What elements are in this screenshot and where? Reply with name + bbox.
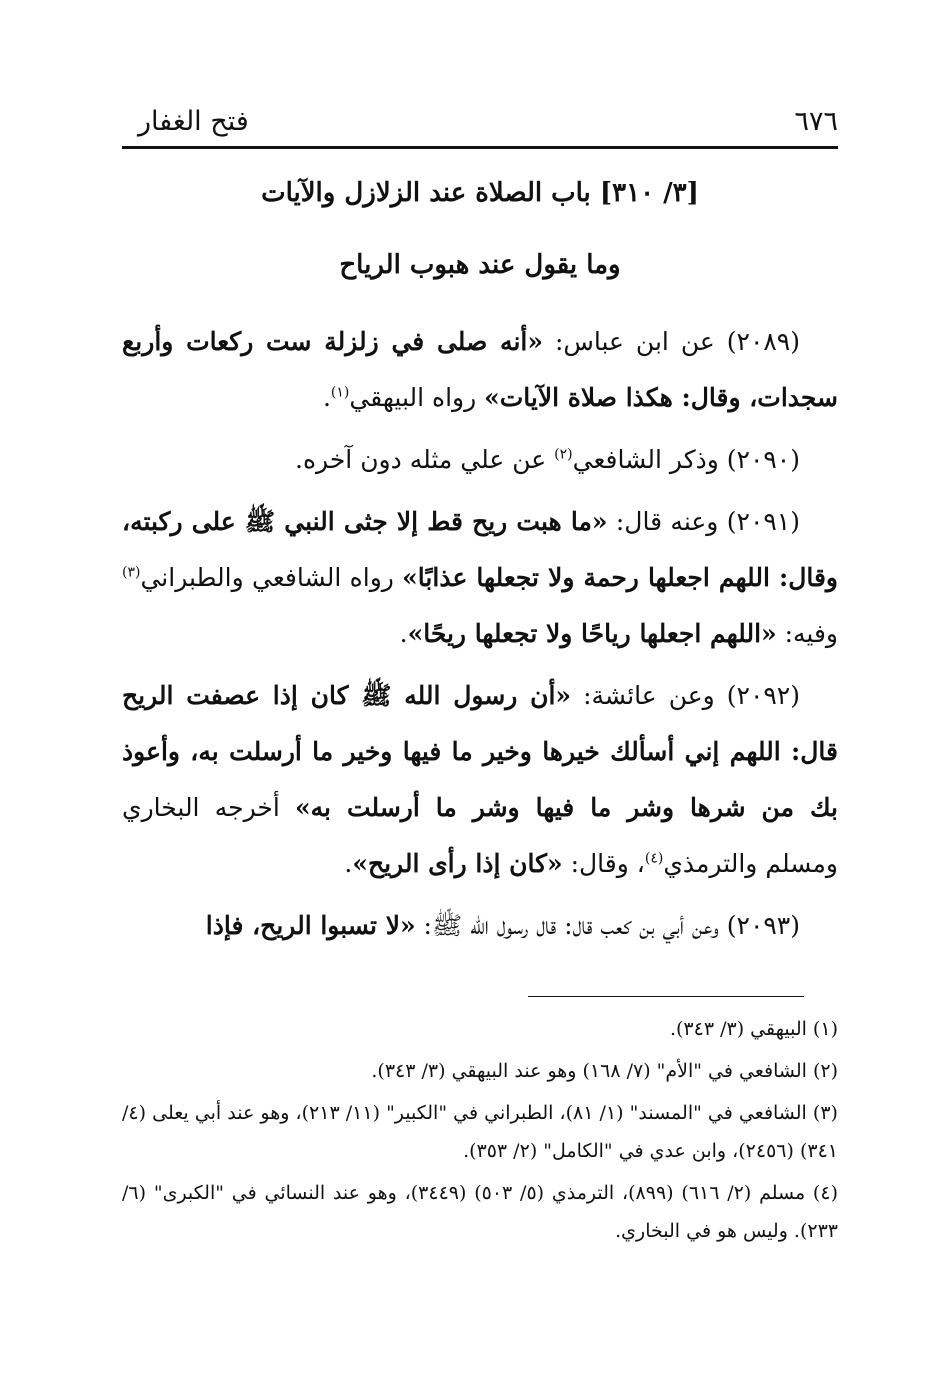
footnote-item: (٢) الشافعي في "الأم" (٧/ ١٦٨) وهو عند البيهقي (٣/ ٣٤٣).	[371, 1060, 838, 1082]
page-header	[122, 100, 838, 142]
hadith-quote: «أنه صلى في زلزلة ست ركعات وأربع سجدات، وقال: هكذا صلاة الآيات»	[122, 327, 838, 412]
hadith-paragraph: (٢٠٩٠) وذكر الشافعي$^{(٢)}$ عن علي مثله دون آخره.	[295, 445, 800, 474]
footnote-ref: (٣)	[122, 564, 141, 581]
header-divider	[122, 146, 838, 149]
hadith-paragraph: (٢٠٩١) وعنه قال: «ما هبت ريح قط إلا جثى النبي ﷺ على ركبته، وقال: اللهم اجعلها رحمة ولا تجعلها عذابًا» رواه الشافعي والطبراني$^{(٣)}$ وفيه: «اللهم اجعلها رياحًا ولا تجعلها ريحًا».	[122, 507, 838, 648]
footnote-item: (٤) مسلم (٢/ ٦١٦) (٨٩٩)، الترمذي (٥/ ٥٠٣) (٣٤٤٩)، وهو عند النسائي في "الكبرى" (٦/ ٢٣٣). وليس هو في البخاري.	[122, 1182, 838, 1242]
hadith-paragraph: (٢٠٨٩) عن ابن عباس: «أنه صلى في زلزلة ست ركعات وأربع سجدات، وقال: هكذا صلاة الآيات» رواه البيهقي$^{(١)}$.	[122, 327, 838, 412]
hadith-quote: «كان إذا رأى الريح»	[352, 849, 563, 878]
main-text	[122, 314, 838, 960]
hadith-quote: «أن رسول الله ﷺ كان إذا عصفت الريح قال: اللهم إني أسألك خيرها وخير ما فيها وخير ما أرسلت به، وأعوذ بك من شرها وشر ما فيها وشر ما أرسلت به»	[122, 681, 838, 822]
hadith-quote: «لا تسبوا الريح، فإذا	[205, 911, 416, 940]
footnote-item: (٣) الشافعي في "المسند" (١/ ٨١)، الطبراني في "الكبير" (١١/ ٢١٣)، وهو عند أبي يعلى (٤/ ٣٤١) (٢٤٥٦)، وابن عدي في "الكامل" (٢/ ٣٥٣).	[122, 1102, 838, 1162]
chapter-title: [٣/ ٣١٠] باب الصلاة عند الزلازل والآيات	[261, 178, 699, 208]
book-title: فتح الغفار	[138, 106, 249, 137]
hadith-paragraph: (٢٠٩٣) وعن أبي بن كعب قال: قال رسول الله ﷺ: «لا تسبوا الريح، فإذا	[205, 911, 800, 940]
chapter-subtitle: وما يقول عند هبوب الرياح	[339, 250, 621, 280]
hadith-quote: «ما هبت ريح قط إلا جثى النبي ﷺ على ركبته، وقال: اللهم اجعلها رحمة ولا تجعلها عذابًا»	[122, 507, 838, 592]
hadith-paragraph: (٢٠٩٢) وعن عائشة: «أن رسول الله ﷺ كان إذا عصفت الريح قال: اللهم إني أسألك خيرها وخير ما فيها وخير ما أرسلت به، وأعوذ بك من شرها وشر ما فيها وشر ما أرسلت به» أخرجه البخاري ومسلم والترمذي$^{(٤)}$، وقال: «كان إذا رأى الريح».	[122, 681, 838, 878]
footnote-divider	[528, 996, 804, 997]
page-number: ٦٧٦	[794, 106, 838, 137]
footnote-ref: (١)	[330, 384, 350, 401]
footnote-item: (١) البيهقي (٣/ ٣٤٣).	[669, 1018, 838, 1040]
footnote-ref: (٢)	[554, 446, 573, 463]
hadith-quote: «اللهم اجعلها رياحًا ولا تجعلها ريحًا»	[407, 619, 777, 648]
footnote-ref: (٤)	[644, 850, 664, 867]
footnotes	[122, 1010, 838, 1254]
